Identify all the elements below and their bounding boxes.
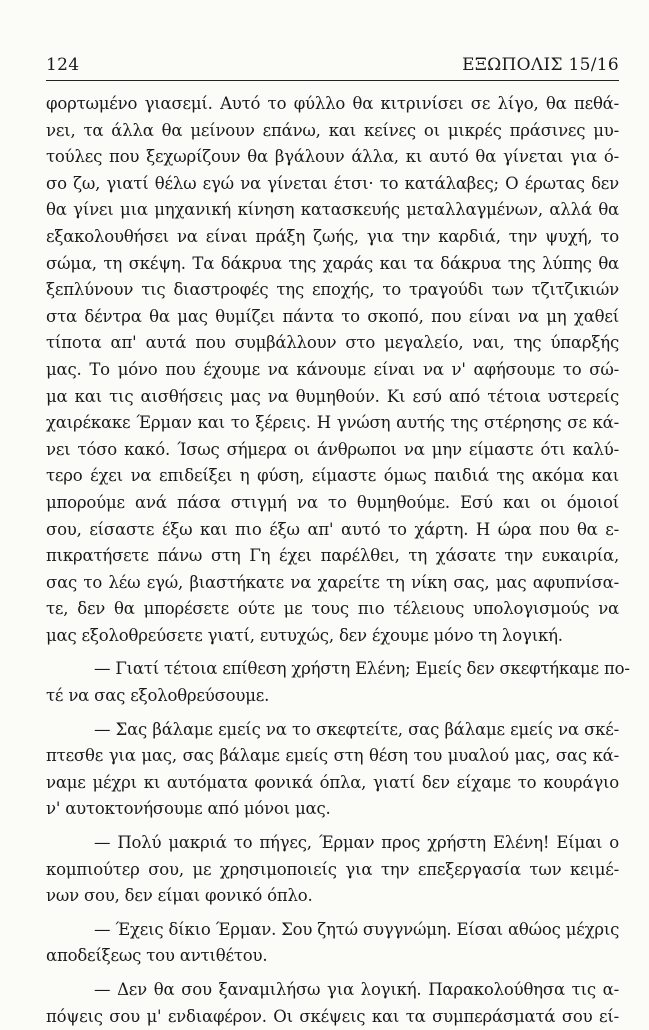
text-line: τέ να σας εξολοθρεύσουμε. xyxy=(46,686,270,706)
body-text xyxy=(46,91,630,1030)
text-line: νων σου, δεν είμαι φονικό όπλο. xyxy=(46,886,313,906)
paragraph xyxy=(46,656,630,709)
text-line: εξακολουθήσει να είναι πράξη ζωής, για την καρδιά, την ψυχή, το xyxy=(46,226,619,246)
text-line: — Δεν θα σου ξαναμιλήσω για λογική. Παρακολούθησα τις α- xyxy=(94,980,619,999)
text-line: πικρατήσετε πάνω στη Γη έχει παρέλθει, τη χάσατε την ευκαιρία, xyxy=(46,546,619,566)
text-line: νει τόσο κακό. Ίσως σήμερα οι άνθρωποι να μην είμαστε ότι καλύ- xyxy=(46,439,619,459)
text-line: πτεσθε για μας, σας βάλαμε εμείς στη θέση του μυαλού μας, σας κά- xyxy=(46,746,619,766)
header-rule xyxy=(46,80,619,81)
paragraph xyxy=(46,91,619,649)
text-line: — Έχεις δίκιο Έρμαν. Σου ζητώ συγγνώμη. Είσαι αθώος μέχρις xyxy=(94,919,620,939)
text-line: θα γίνει μια μηχανική κίνηση κατασκευής μεταλλαγμένων, αλλά θα xyxy=(46,200,619,220)
text-line: μα και τις αισθήσεις μας να θυμηθούν. Κι εσύ από τέτοια υστερείς xyxy=(46,386,619,406)
text-line: σο ζω, γιατί θέλω εγώ να γίνεται έτσι· το κατάλαβες; Ο έρωτας δεν xyxy=(46,173,619,193)
text-line: ξεπλύνουν τις διαστροφές της εποχής, το τραγούδι των τζιτζικιών xyxy=(46,280,619,300)
paragraph xyxy=(46,717,619,823)
running-title: ΕΞΩΠΟΛΙΣ 15/16 xyxy=(462,55,619,75)
text-line: πόψεις σου μ' ενδιαφέρον. Οι σκέψεις και τα συμπεράσματά σου εί- xyxy=(46,1006,619,1026)
text-line: στα δέντρα θα μας θυμίζει πάντα το σκοπό, που είναι να μη χαθεί xyxy=(46,306,619,326)
text-line: τε, δεν θα μπορέσετε ούτε με τους πιο τέλειους υπολογισμούς να xyxy=(46,599,619,619)
text-line: χαιρέκακε Έρμαν και το ξέρεις. Η γνώση αυτής της στέρησης σε κά- xyxy=(46,413,619,433)
text-line: μας. Το μόνο που έχουμε να κάνουμε είναι να ν' αφήσουμε το σώ- xyxy=(46,359,619,379)
page-number: 124 xyxy=(46,55,80,75)
text-line: μπορούμε ανά πάσα στιγμή να το θυμηθούμε. Εσύ και οι όμοιοί xyxy=(46,492,619,512)
running-header xyxy=(46,55,619,75)
text-line: νει, τα άλλα θα μείνουν επάνω, και κείνες οι μικρές πράσινες μυ- xyxy=(46,120,619,140)
text-line: τερο έχει να επιδείξει η φύση, είμαστε όμως παιδιά της ακόμα και xyxy=(46,466,619,486)
text-line: ναμε μέχρι κι αυτόματα φονικά όπλα, γιατί δεν είχαμε το κουράγιο xyxy=(46,772,619,792)
text-line: φορτωμένο γιασεμί. Αυτό το φύλλο θα κιτρινίσει σε λίγο, θα πεθά- xyxy=(46,94,619,113)
text-line: — Σας βάλαμε εμείς να το σκεφτείτε, σας βάλαμε εμείς να σκέ- xyxy=(94,719,619,739)
text-line: αποδείξεως του αντιθέτου. xyxy=(46,946,268,966)
text-line: σου, είσαστε έξω και πιο έξω απ' αυτό το χάρτη. Η ώρα που θα ε- xyxy=(46,519,619,539)
text-line: — Γιατί τέτοια επίθεση χρήστη Ελένη; Εμείς δεν σκεφτήκαμε πο- xyxy=(94,659,630,679)
paragraph xyxy=(46,830,619,910)
paragraph xyxy=(46,917,619,970)
paragraph xyxy=(46,977,619,1030)
text-line: τίποτα απ' αυτά που συμβάλλουν στο μεγαλείο, ναι, της ύπαρξής xyxy=(46,333,619,353)
text-line: τούλες που ξεχωρίζουν θα βγάλουν άλλα, κι αυτό θα γίνεται για ό- xyxy=(46,147,619,167)
text-line: ν' αυτοκτονήσουμε από μόνοι μας. xyxy=(46,799,331,819)
text-line: σας το λέω εγώ, βιαστήκατε να χαρείτε τη νίκη σας, μας αφυπνίσα- xyxy=(46,572,619,592)
text-line: σώμα, τη σκέψη. Τα δάκρυα της χαράς και τα δάκρυα της λύπης θα xyxy=(46,253,619,273)
text-line: μας εξολοθρεύσετε γιατί, ευτυχώς, δεν έχουμε μόνο τη λογική. xyxy=(46,625,563,645)
text-line: — Πολύ μακριά το πήγες, Έρμαν προς χρήστη Ελένη! Είμαι ο xyxy=(94,833,619,853)
text-line: κομπιούτερ σου, με χρησιμοποιείς για την επεξεργασία των κειμέ- xyxy=(46,859,619,879)
